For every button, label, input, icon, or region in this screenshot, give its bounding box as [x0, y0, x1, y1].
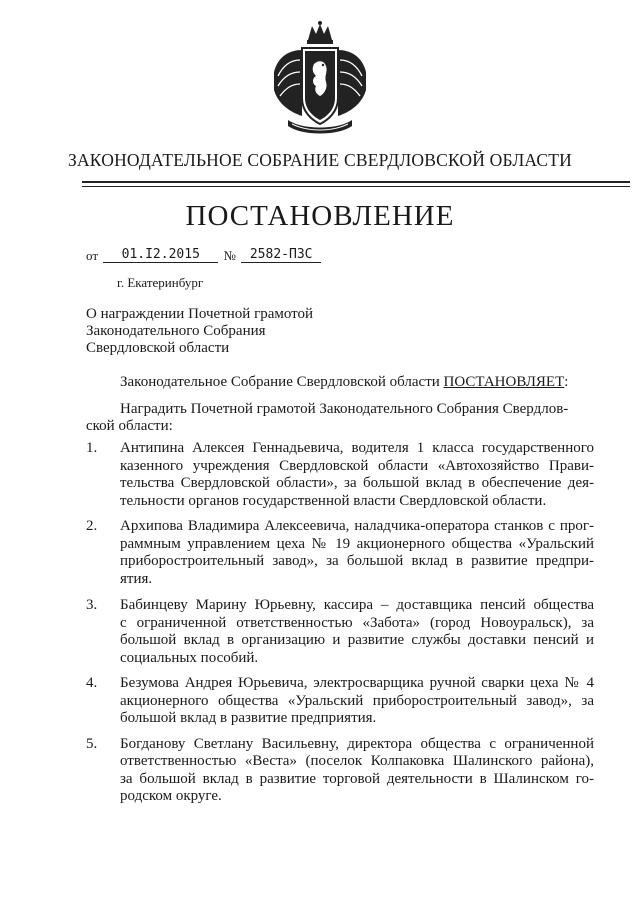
organization-name: ЗАКОНОДАТЕЛЬНОЕ СОБРАНИЕ СВЕРДЛОВСКОЙ ОБЛАСТИ	[68, 150, 572, 170]
coat-of-arms-icon	[268, 20, 372, 138]
item-number: 5.	[86, 735, 98, 752]
item-line: большой вклад в организацию и развитие службы доставки пенсий и	[120, 632, 594, 648]
list-item	[86, 597, 594, 667]
item-line: казенного учреждения Свердловской области «Автохозяйство Прави-	[120, 457, 594, 474]
item-line: Бабинцеву Марину Юрьевну, кассира – доставщика пенсий общества	[120, 597, 594, 613]
item-line: за большой вклад в развитие торговой деятельности в Шалинском го-	[120, 770, 594, 787]
item-line: социальных пособий.	[120, 649, 259, 666]
subject-line: О награждении Почетной грамотой	[86, 306, 314, 322]
date-number-line	[86, 248, 321, 265]
subject-line: Законодательного Собрания	[86, 323, 266, 339]
item-line: Архипова Владимира Алексеевича, наладчика-оператора станков с прог-	[120, 518, 594, 534]
item-line: ответственностью «Веста» (поселок Колпаковка Шалинского района),	[120, 753, 594, 769]
list-item	[86, 675, 594, 728]
subject-line: Свердловской области	[86, 340, 230, 356]
item-line: с ограниченной ответственностью «Забота» (город Новоуральск), за	[120, 614, 594, 631]
item-number: 2.	[86, 518, 98, 534]
list-item	[86, 440, 594, 510]
city-line: г. Екатеринбург	[117, 275, 204, 290]
awardee-list	[86, 440, 594, 806]
resolution-intro	[120, 374, 568, 391]
item-line: тельности органов государственной власти Свердловской области.	[120, 492, 547, 509]
award-line: ской области:	[86, 418, 173, 434]
item-line: ятия.	[120, 570, 153, 587]
date-label: от	[86, 248, 99, 263]
item-line: акционерного общества «Уральский приборостроительный завод», за	[120, 692, 594, 709]
list-item	[86, 736, 594, 806]
award-line: Наградить Почетной грамотой Законодательного Собрания Свердлов-	[120, 401, 569, 417]
intro-tail: :	[564, 374, 569, 390]
item-number: 3.	[86, 597, 98, 613]
document-number: 2582-ПЗС	[241, 247, 321, 263]
header-rule-thin	[82, 186, 630, 187]
document-title: ПОСТАНОВЛЕНИЕ	[185, 200, 455, 232]
item-line: большой вклад в развитие предприятия.	[120, 710, 377, 726]
list-item	[86, 518, 594, 588]
item-line: раммным управлением цеха № 19 акционерного общества «Уральский	[120, 535, 594, 552]
item-line: родском округе.	[120, 788, 222, 804]
item-number: 4.	[86, 675, 98, 691]
item-line: Антипина Алексея Геннадьевича, водителя 1 класса государственного	[120, 440, 594, 456]
item-number: 1.	[86, 440, 98, 456]
subject-block	[86, 306, 313, 357]
item-line: тельства Свердловской области», за большой вклад в обеспечение дея-	[120, 475, 594, 491]
item-line: Богданову Светлану Васильевну, директора общества с ограниченной	[120, 735, 594, 752]
award-statement	[86, 401, 594, 435]
document-date: 01.I2.2015	[103, 247, 218, 263]
header-rule-thick	[82, 181, 630, 183]
number-label: №	[223, 248, 236, 263]
intro-resolves: ПОСТАНОВЛЯЕТ	[443, 374, 565, 390]
item-line: приборостроительный завод», за большой вклад в развитие предпри-	[120, 553, 594, 569]
item-line: Безумова Андрея Юрьевича, электросварщика ручной сварки цеха № 4	[120, 675, 594, 691]
intro-text: Законодательное Собрание Свердловской области	[120, 374, 444, 390]
